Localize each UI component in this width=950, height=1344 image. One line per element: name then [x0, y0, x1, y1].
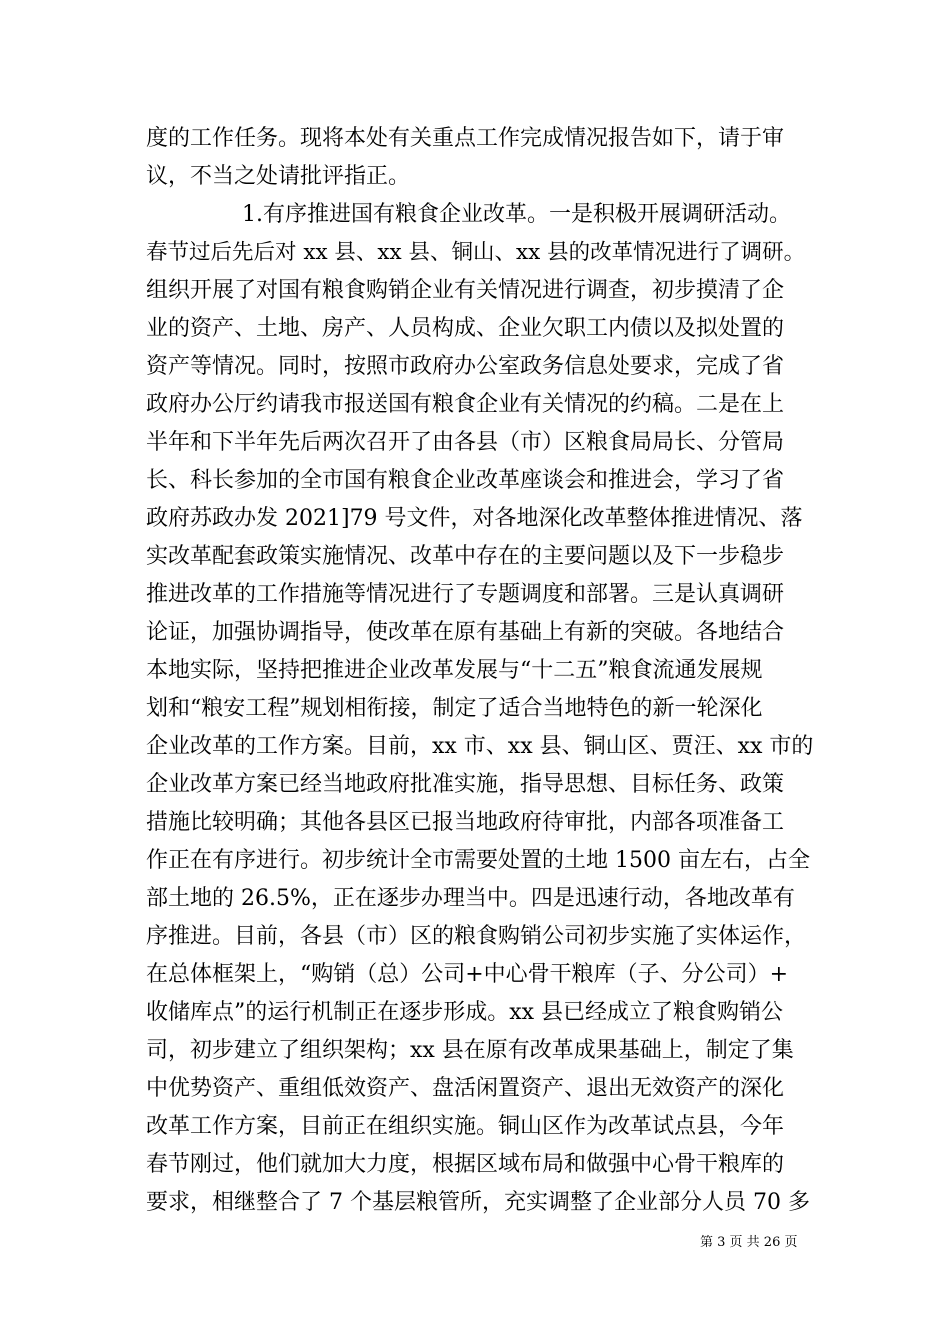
text-line: 春节刚过，他们就加大力度，根据区域布局和做强中心骨干粮库的 [146, 1152, 785, 1177]
text-line: 序推进。目前，各县（市）区的粮食购销公司初步实施了实体运作， [146, 924, 807, 949]
text-line: 议，不当之处请批评指正。 [146, 164, 411, 189]
text-line: 半年和下半年先后两次召开了由各县（市）区粮食局局长、分管局 [146, 430, 785, 455]
page-number-footer: 第 3 页 共 26 页 [700, 1235, 798, 1250]
text-line: 部土地的 26.5%，正在逐步办理当中。四是迅速行动，各地改革有 [146, 886, 795, 911]
text-line: 要求，相继整合了 7 个基层粮管所，充实调整了企业部分人员 70 多 [146, 1190, 810, 1215]
text-line: 企业改革方案已经当地政府批准实施，指导思想、目标任务、政策 [146, 772, 785, 797]
document-body [146, 120, 818, 1222]
text-line: 组织开展了对国有粮食购销企业有关情况进行调查，初步摸清了企 [146, 278, 785, 303]
text-line: 划和“粮安工程”规划相衔接，制定了适合当地特色的新一轮深化 [146, 696, 763, 721]
text-line: 政府办公厅约请我市报送国有粮食企业有关情况的约稿。二是在上 [146, 392, 785, 417]
text-line: 推进改革的工作措施等情况进行了专题调度和部署。三是认真调研 [146, 582, 785, 607]
text-line: 中优势资产、重组低效资产、盘活闲置资产、退出无效资产的深化 [146, 1076, 785, 1101]
text-line: 企业改革的工作方案。目前，xx 市、xx 县、铜山区、贾汪、xx 市的 [146, 734, 814, 759]
text-line: 度的工作任务。现将本处有关重点工作完成情况报告如下，请于审 [146, 126, 785, 151]
text-line: 收储库点”的运行机制正在逐步形成。xx 县已经成立了粮食购销公 [146, 1000, 784, 1025]
text-line: 资产等情况。同时，按照市政府办公室政务信息处要求，完成了省 [146, 354, 785, 379]
text-line: 本地实际，坚持把推进企业改革发展与“十二五”粮食流通发展规 [146, 658, 763, 683]
text-line: 实改革配套政策实施情况、改革中存在的主要问题以及下一步稳步 [146, 544, 785, 569]
text-line: 改革工作方案，目前正在组织实施。铜山区作为改革试点县，今年 [146, 1114, 785, 1139]
text-line: 在总体框架上，“购销（总）公司+中心骨干粮库（子、分公司）+ [146, 962, 789, 987]
text-line: 措施比较明确；其他各县区已报当地政府待审批，内部各项准备工 [146, 810, 785, 835]
text-line: 司，初步建立了组织架构；xx 县在原有改革成果基础上，制定了集 [146, 1038, 794, 1063]
text-line: 政府苏政办发 2021]79 号文件，对各地深化改革整体推进情况、落 [146, 506, 803, 531]
text-line: 业的资产、土地、房产、人员构成、企业欠职工内债以及拟处置的 [146, 316, 785, 341]
text-line: 作正在有序进行。初步统计全市需要处置的土地 1500 亩左右，占全 [146, 848, 810, 873]
text-line: 春节过后先后对 xx 县、xx 县、铜山、xx 县的改革情况进行了调研。 [146, 240, 806, 265]
text-line: 长、科长参加的全市国有粮食企业改革座谈会和推进会，学习了省 [146, 468, 785, 493]
paragraph-start-line: 1.有序推进国有粮食企业改革。一是积极开展调研活动。 [242, 202, 791, 227]
text-line: 论证，加强协调指导，使改革在原有基础上有新的突破。各地结合 [146, 620, 785, 645]
